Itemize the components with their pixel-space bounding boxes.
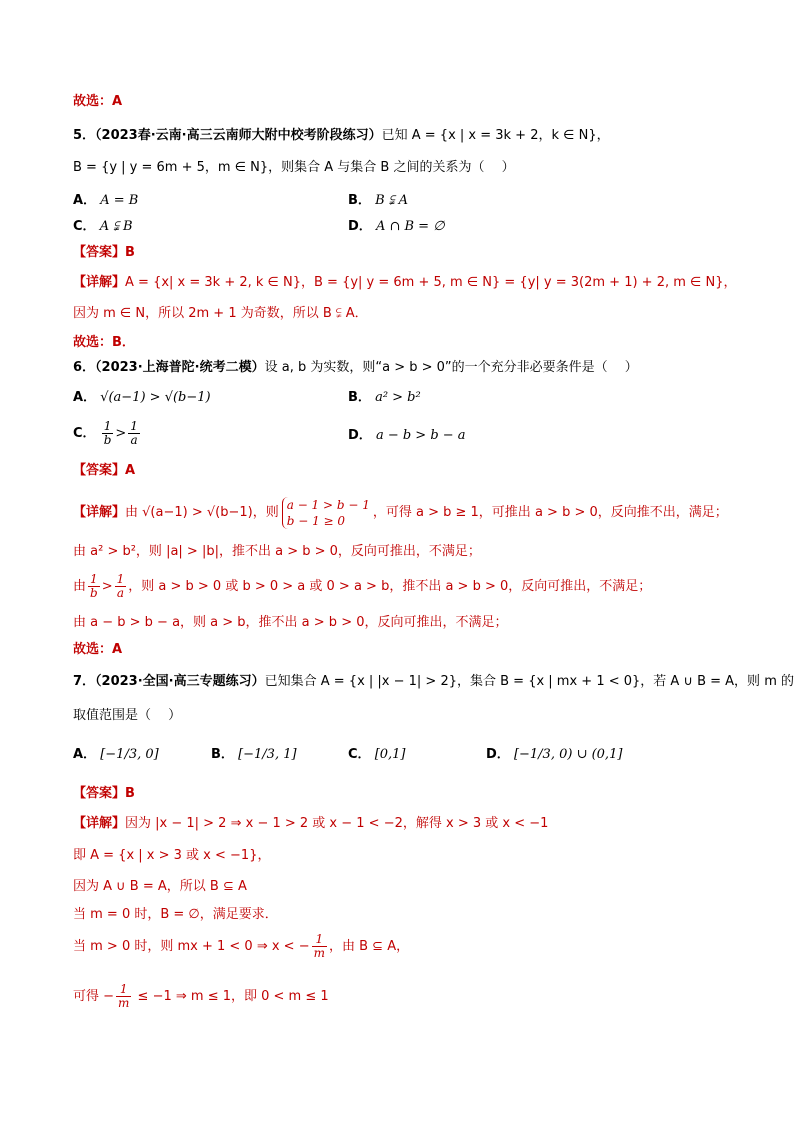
q5-source: （2023春·云南·高三云南师大附中校考阶段练习） xyxy=(95,128,382,143)
q7-number: 7． xyxy=(73,674,96,689)
q4-final-answer: 故选：A xyxy=(73,94,123,109)
q6-detail-line4: 由 a − b > b − a，则 a > b，推不出 a > b > 0，反向可推出，不满足； xyxy=(73,615,508,630)
q7-option-b: B． [−1/3, 1] xyxy=(211,747,297,762)
q5-stem1: 已知 A = {x | x = 3k + 2，k ∈ N}， xyxy=(381,128,610,143)
q7-detail-line1: 【详解】因为 |x − 1| > 2 ⇒ x − 1 > 2 或 x − 1 < −2，解得 x > 3 或 x < −1 xyxy=(73,816,549,831)
q7-stem-line1: 7．（2023·全国·高三专题练习）已知集合 A = {x | |x − 1| > 2}，集合 B = {x | mx + 1 < 0}，若 A ∪ B = A，则 m 的 xyxy=(73,674,794,689)
q5-option-d: D． A ∩ B = ∅ xyxy=(348,219,445,234)
q5-detail-line1: 【详解】A = {x| x = 3k + 2, k ∈ N}，B = {y| y = 6m + 5, m ∈ N} = {y| y = 3(2m + 1) + 2, m ∈ N}， xyxy=(73,275,737,290)
q6-source: （2023·上海普陀·统考二模） xyxy=(95,360,265,375)
q7-option-c: C． [0,1] xyxy=(348,747,406,762)
q5-option-c: C． A ⫋ B xyxy=(73,219,133,234)
q7-source: （2023·全国·高三专题练习） xyxy=(95,674,265,689)
q6-option-d: D． a − b > b − a xyxy=(348,428,466,443)
q7-option-a: A． [−1/3, 0] xyxy=(73,747,159,762)
frac-1-over-b: $\frac{1}{b}$ xyxy=(103,419,112,447)
q5-stem-line1 xyxy=(73,126,610,146)
q6-detail-line3: 由 $\frac{1}{b}$ > $\frac{1}{a}$ ，则 a > b > 0 或 b > 0 > a 或 0 > a > b，推不出 a > b > 0，反向可推出，不满足； xyxy=(73,572,652,600)
q6-number: 6． xyxy=(73,360,96,375)
q7-detail-line2: 即 A = {x | x > 3 或 x < −1}， xyxy=(73,848,271,863)
q7-option-d: D． [−1/3, 0) ∪ (0,1] xyxy=(486,747,623,762)
q5-option-b: B． B ⫋ A xyxy=(348,193,408,208)
q6-option-a: A． √(a−1) > √(b−1) xyxy=(73,390,211,405)
q7-detail-line4: 当 m = 0 时，B = ∅，满足要求． xyxy=(73,907,278,922)
q5-final: 故选：B． xyxy=(73,335,135,350)
inequality-system: a − 1 > b − 1 b − 1 ≥ 0 xyxy=(282,497,370,529)
frac-1-over-a: $\frac{1}{a}$ xyxy=(130,419,138,447)
q5-option-a: A． A = B xyxy=(73,193,139,208)
q5-number: 5． xyxy=(73,128,96,143)
q6-detail-line2: 由 a² > b²，则 |a| > |b|，推不出 a > b > 0，反向可推出，不满足； xyxy=(73,544,481,559)
q6-answer: 【答案】A xyxy=(73,463,136,478)
q6-final: 故选：A xyxy=(73,642,123,657)
q6-stem: 6．（2023·上海普陀·统考二模）设 a, b 为实数，则“a > b > 0”的一个充分非必要条件是（ ） xyxy=(73,360,638,375)
q7-detail-line6: 可得 − $\frac{1}{m}$ ≤ −1 ⇒ m ≤ 1，即 0 < m ≤ 1 xyxy=(73,982,329,1010)
q6-option-c: C． $\frac{1}{b}$ > $\frac{1}{a}$ xyxy=(73,419,138,447)
q7-detail-line5: 当 m > 0 时，则 mx + 1 < 0 ⇒ x < − $\frac{1}{m}$ ，由 B ⊆ A， xyxy=(73,932,410,960)
q5-detail-line2: 因为 m ∈ N，所以 2m + 1 为奇数，所以 B ⫋ A． xyxy=(73,306,368,321)
q7-stem-line2: 取值范围是（ ） xyxy=(73,708,182,723)
q6-detail-line1: 【详解】由 √(a−1) > √(b−1)，则 a − 1 > b − 1 b − 1 ≥ 0 ，可得 a > b ≥ 1，可推出 a > b > 0，反向推不出，满足； xyxy=(73,497,728,528)
q6-option-b: B． a² > b² xyxy=(348,390,421,405)
q7-answer: 【答案】B xyxy=(73,786,135,801)
q7-detail-line3: 因为 A ∪ B = A，所以 B ⊆ A xyxy=(73,879,247,894)
q5-stem-line2: B = {y | y = 6m + 5，m ∈ N}，则集合 A 与集合 B 之间的关系为（ ） xyxy=(73,160,515,175)
q5-answer: 【答案】B xyxy=(73,245,135,260)
